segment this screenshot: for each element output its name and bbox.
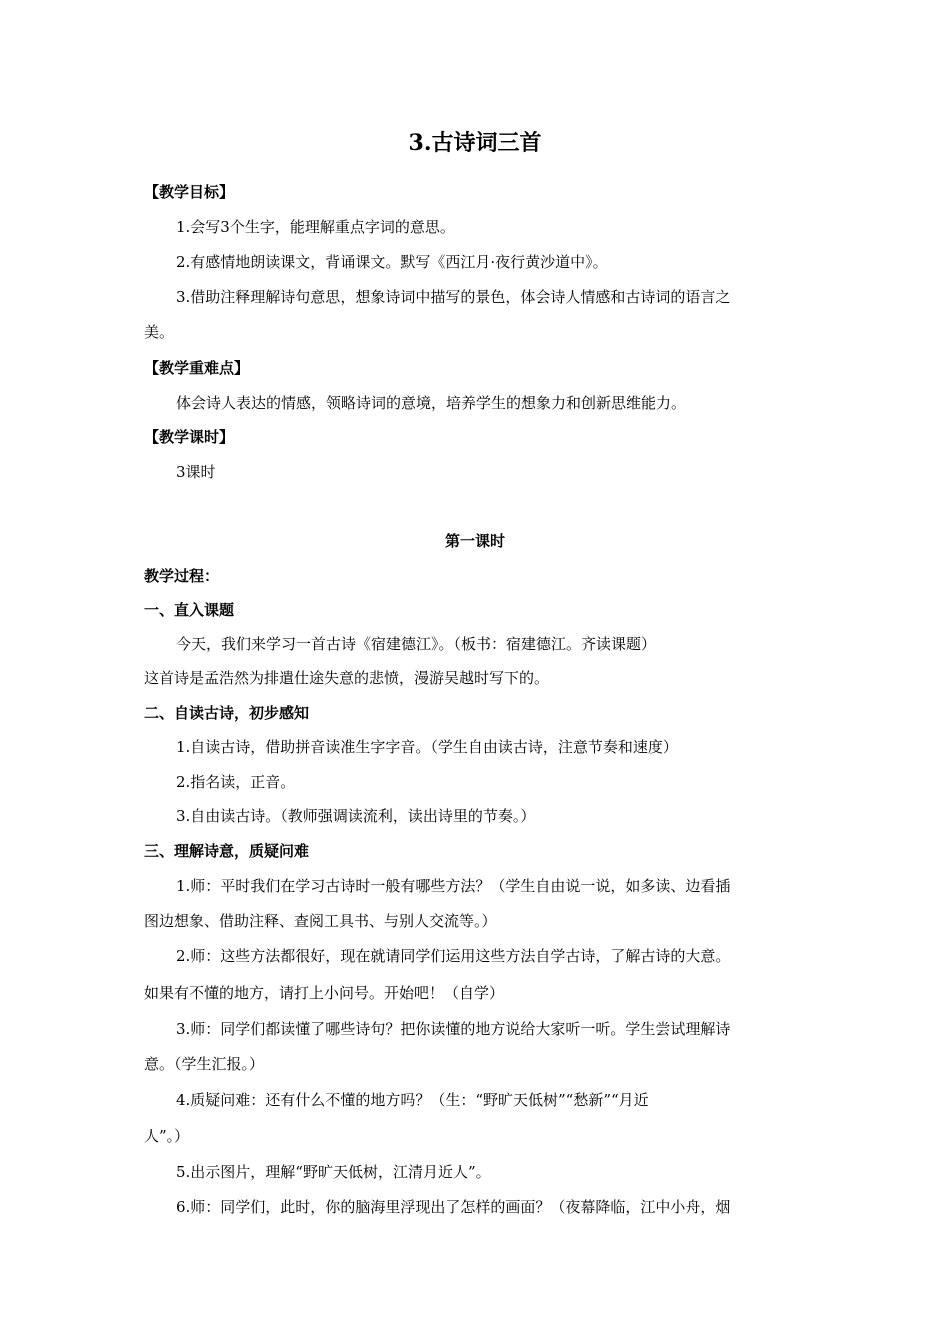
section1-line: 今天，我们来学习一首古诗《宿建德江》。（板书：宿建德江。齐读课题）: [176, 635, 657, 653]
section1-line: 这首诗是孟浩然为排遣仕途失意的悲愤，漫游吴越时写下的。: [144, 669, 550, 687]
objective-item: 2.有感情地朗读课文，背诵课文。默写《西江月·夜行黄沙道中》。: [176, 253, 608, 271]
section3-line: 图边想象、借助注释、查阅工具书、与别人交流等。）: [144, 912, 497, 930]
key-points-text: 体会诗人表达的情感，领略诗词的意境，培养学生的想象力和创新思维能力。: [176, 394, 687, 412]
section3-line: 1.师：平时我们在学习古诗时一般有哪些方法？（学生自由说一说，如多读、边看插: [176, 877, 731, 895]
lesson-title: 第一课时: [444, 532, 505, 550]
section3-line: 2.师：这些方法都很好，现在就请同学们运用这些方法自学古诗，了解古诗的大意。: [176, 947, 731, 965]
section3-line: 意。（学生汇报。）: [144, 1055, 265, 1073]
objective-item: 3.借助注释理解诗句意思，想象诗词中描写的景色，体会诗人情感和古诗词的语言之: [176, 288, 731, 306]
objective-item-continued: 美。: [144, 323, 175, 341]
objectives-heading: 【教学目标】: [144, 183, 235, 201]
objective-item: 1.会写3个生字，能理解重点字词的意思。: [176, 218, 455, 236]
section3-line: 6.师：同学们，此时，你的脑海里浮现出了怎样的画面？（夜幕降临，江中小舟，烟: [176, 1198, 731, 1216]
section2-heading: 二、自读古诗，初步感知: [144, 704, 310, 722]
periods-heading: 【教学课时】: [144, 428, 235, 446]
section1-heading: 一、直入课题: [144, 601, 235, 619]
process-label: 教学过程：: [144, 567, 220, 585]
periods-text: 3课时: [176, 463, 216, 481]
section2-line: 1.自读古诗，借助拼音读准生字字音。（学生自由读古诗，注意节奏和速度）: [176, 738, 678, 756]
section2-line: 3.自由读古诗。（教师强调读流利，读出诗里的节奏。）: [176, 807, 536, 825]
section3-line: 人”。）: [144, 1127, 190, 1145]
section2-line: 2.指名读，正音。: [176, 773, 296, 791]
document-title: 3.古诗词三首: [408, 130, 542, 156]
section3-line: 4.质疑问难：还有什么不懂的地方吗？（生：“野旷天低树”“愁新”“月近: [176, 1091, 649, 1109]
section3-line: 5.出示图片，理解“野旷天低树，江清月近人”。: [176, 1163, 491, 1181]
section3-line: 如果有不懂的地方，请打上小问号。开始吧！（自学）: [144, 984, 505, 1002]
section3-heading: 三、理解诗意，质疑问难: [144, 842, 310, 860]
section3-line: 3.师：同学们都读懂了哪些诗句？把你读懂的地方说给大家听一听。学生尝试理解诗: [176, 1020, 731, 1038]
key-points-heading: 【教学重难点】: [144, 359, 250, 377]
